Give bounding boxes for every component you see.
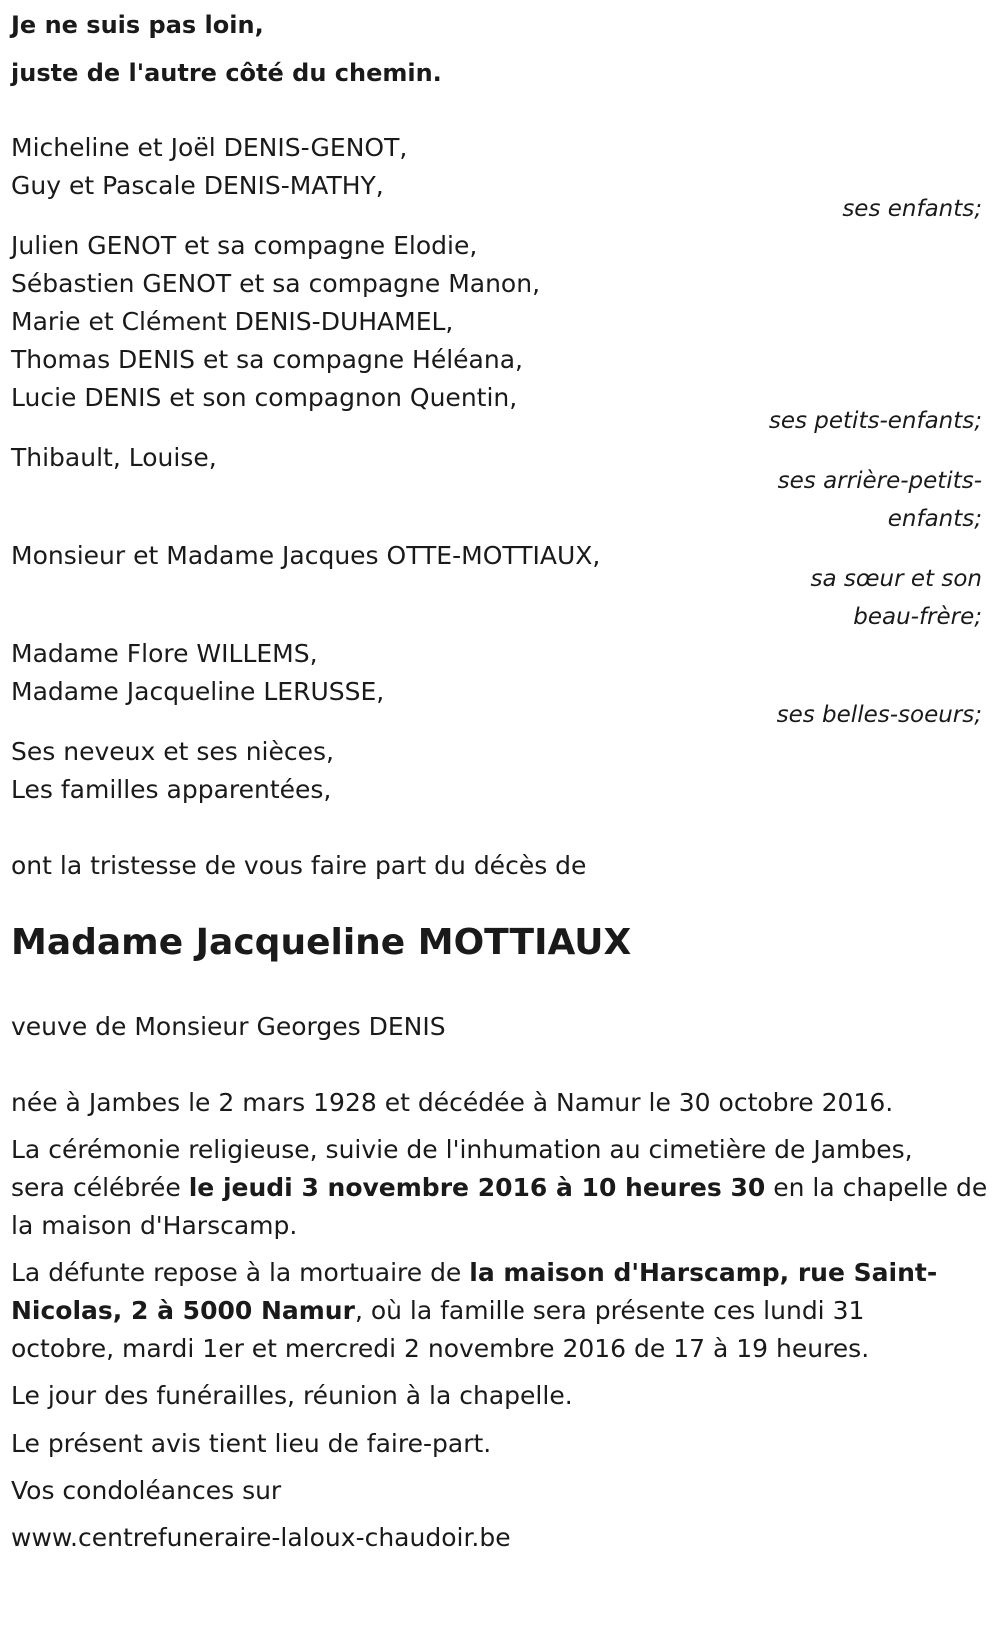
great-grandchildren-role-line-1: ses arrière-petits- [777, 468, 982, 494]
grandchildren-role: ses petits-enfants; [768, 408, 982, 434]
sisters-in-law-role: ses belles-soeurs; [776, 702, 982, 728]
repose-address-part-1: la maison d'Harscamp, rue Saint- [469, 1258, 938, 1287]
ceremony-line-2-pre: sera célébrée [11, 1173, 189, 1202]
website-link[interactable]: www.centrefuneraire-laloux-chaudoir.be [11, 1523, 511, 1552]
grandchild-1: Julien GENOT et sa compagne Elodie, [11, 231, 478, 260]
sister: Monsieur et Madame Jacques OTTE-MOTTIAUX, [11, 541, 601, 570]
grandchild-2: Sébastien GENOT et sa compagne Manon, [11, 269, 541, 298]
epigraph-line-2: juste de l'autre côté du chemin. [11, 59, 442, 87]
grandchild-5: Lucie DENIS et son compagnon Quentin, [11, 383, 518, 412]
ceremony-line-3: la maison d'Harscamp. [11, 1211, 298, 1240]
ceremony-line-2-post: en la chapelle de [765, 1173, 988, 1202]
funeral-day: Le jour des funérailles, réunion à la chapelle. [11, 1381, 573, 1410]
repose-line-2 [11, 1292, 864, 1330]
birth-death: née à Jambes le 2 mars 1928 et décédée à Namur le 30 octobre 2016. [11, 1088, 894, 1117]
child-2: Guy et Pascale DENIS-MATHY, [11, 171, 384, 200]
repose-address-part-2: Nicolas, 2 à 5000 Namur [11, 1296, 355, 1325]
nephews-nieces: Ses neveux et ses nièces, [11, 737, 334, 766]
grandchild-3: Marie et Clément DENIS-DUHAMEL, [11, 307, 454, 336]
sister-in-law-2: Madame Jacqueline LERUSSE, [11, 677, 385, 706]
ceremony-datetime: le jeudi 3 novembre 2016 à 10 heures 30 [188, 1173, 766, 1202]
ceremony-line-1: La cérémonie religieuse, suivie de l'inhumation au cimetière de Jambes, [11, 1135, 913, 1164]
great-grandchildren-role-line-2: enfants; [887, 506, 982, 532]
condolences: Vos condoléances sur [11, 1476, 282, 1505]
ceremony-line-2 [11, 1169, 987, 1207]
sister-role-line-2: beau-frère; [853, 604, 982, 630]
repose-line-1 [11, 1254, 937, 1292]
notice: Le présent avis tient lieu de faire-part. [11, 1429, 492, 1458]
repose-line-3: octobre, mardi 1er et mercredi 2 novembre 2016 de 17 à 19 heures. [11, 1334, 870, 1363]
deceased-name: Madame Jacqueline MOTTIAUX [11, 922, 632, 963]
related-families: Les familles apparentées, [11, 775, 332, 804]
epigraph-line-1: Je ne suis pas loin, [11, 11, 264, 39]
widow-of: veuve de Monsieur Georges DENIS [11, 1012, 446, 1041]
repose-line-1-pre: La défunte repose à la mortuaire de [11, 1258, 470, 1287]
sister-in-law-1: Madame Flore WILLEMS, [11, 639, 318, 668]
announcement: ont la tristesse de vous faire part du décès de [11, 851, 587, 880]
repose-line-2-post: , où la famille sera présente ces lundi 31 [354, 1296, 865, 1325]
children-role: ses enfants; [842, 196, 982, 222]
grandchild-4: Thomas DENIS et sa compagne Héléana, [11, 345, 523, 374]
child-1: Micheline et Joël DENIS-GENOT, [11, 133, 408, 162]
sister-role-line-1: sa sœur et son [810, 566, 982, 592]
great-grandchildren: Thibault, Louise, [11, 443, 217, 472]
